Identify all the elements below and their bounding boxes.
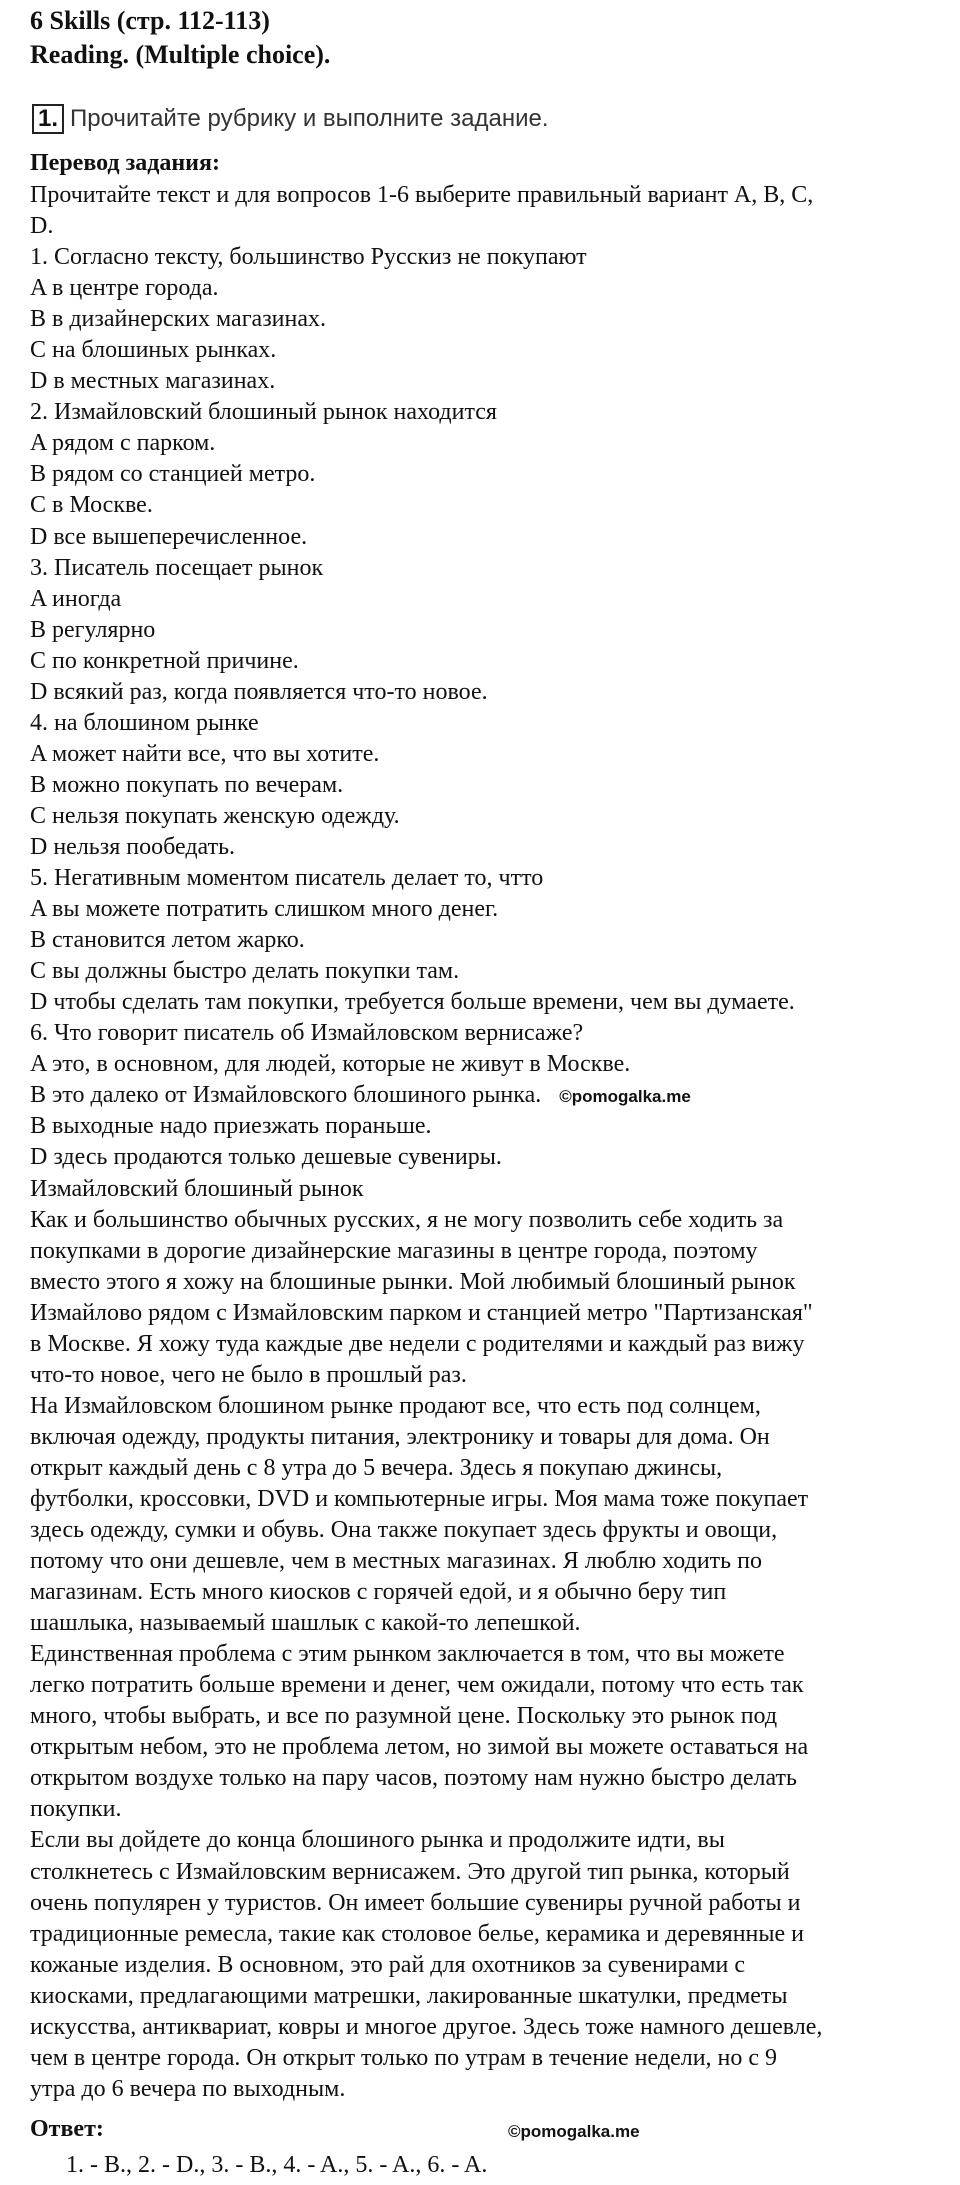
text-line <box>30 1608 940 1639</box>
text-line <box>30 459 940 490</box>
text-line-content: искусства, антиквариат, ковры и многое другое. Здесь тоже намного дешевле, <box>30 2013 823 2040</box>
text-line-content: вместо этого я хожу на блошиные рынки. Мой любимый блошиный рынок <box>30 1268 796 1295</box>
text-line-content: A иногда <box>30 585 122 612</box>
text-line <box>30 366 940 397</box>
text-line-content: утра до 6 вечера по выходным. <box>30 2075 346 2102</box>
text-line <box>30 1142 940 1173</box>
text-line-content: открыт каждый день с 8 утра до 5 вечера. Здесь я покупаю джинсы, <box>30 1454 723 1481</box>
text-line-content: очень популярен у туристов. Он имеет большие сувениры ручной работы и <box>30 1889 801 1916</box>
text-line-content: D. <box>30 213 54 240</box>
task-text: Прочитайте рубрику и выполните задание. <box>70 105 549 132</box>
text-line <box>30 1888 940 1919</box>
text-line <box>30 832 940 863</box>
text-line <box>30 1205 940 1236</box>
text-line <box>30 1484 940 1515</box>
text-line-content: B выходные надо приезжать пораньше. <box>30 1113 432 1140</box>
text-line <box>30 1794 940 1825</box>
text-line <box>30 1422 940 1453</box>
text-line <box>30 1981 940 2012</box>
task-instruction <box>32 104 549 134</box>
answer-list: 1. - B., 2. - D., 3. - B., 4. - A., 5. - A., 6. - A. <box>66 2152 488 2178</box>
task-number-box: 1. <box>32 104 64 134</box>
text-line <box>30 304 940 335</box>
text-line <box>30 1080 940 1111</box>
text-line <box>30 739 940 770</box>
text-line-content: магазинам. Есть много киосков с горячей едой, и я обычно беру тип <box>30 1579 727 1606</box>
text-line-content: 2. Измайловский блошиный рынок находится <box>30 399 497 426</box>
text-line <box>30 1919 940 1950</box>
text-line-content: B регулярно <box>30 616 156 643</box>
text-line-content: C вы должны быстро делать покупки там. <box>30 958 460 985</box>
text-line-content: здесь одежду, сумки и обувь. Она также покупает здесь фрукты и овощи, <box>30 1517 778 1544</box>
text-line <box>30 956 940 987</box>
page-subtitle: Reading. (Multiple choice). <box>30 40 331 69</box>
text-line-content: потому что они дешевле, чем в местных магазинах. Я люблю ходить по <box>30 1548 762 1575</box>
text-line <box>30 180 940 211</box>
text-line <box>30 1174 940 1205</box>
text-line-content: в Москве. Я хожу туда каждые две недели с родителями и каждый раз вижу <box>30 1330 805 1357</box>
text-line <box>30 1236 940 1267</box>
text-line-content: D в местных магазинах. <box>30 368 276 395</box>
text-line-content: легко потратить больше времени и денег, чем ожидали, потому что есть так <box>30 1672 804 1699</box>
text-line <box>30 584 940 615</box>
text-line-content: A это, в основном, для людей, которые не живут в Москве. <box>30 1051 631 1078</box>
text-line <box>30 242 940 273</box>
text-line-content: 4. на блошином рынке <box>30 709 259 736</box>
text-line-content: Измайлово рядом с Измайловским парком и станцией метро "Партизанская" <box>30 1299 813 1326</box>
text-line <box>30 987 940 1018</box>
text-line <box>30 1577 940 1608</box>
text-line <box>30 708 940 739</box>
text-line-content: A вы можете потратить слишком много денег. <box>30 896 499 923</box>
text-line-content: D чтобы сделать там покупки, требуется больше времени, чем вы думаете. <box>30 989 795 1016</box>
text-line <box>30 863 940 894</box>
text-line <box>30 2012 940 2043</box>
text-line-content: Как и большинство обычных русских, я не могу позволить себе ходить за <box>30 1206 784 1233</box>
text-line-content: D всякий раз, когда появляется что-то новое. <box>30 678 488 705</box>
text-line <box>30 1453 940 1484</box>
text-line-content: 5. Негативным моментом писатель делает то, чтто <box>30 865 544 892</box>
text-line-content: киосками, предлагающими матрешки, лакированные шкатулки, предметы <box>30 1982 788 2009</box>
text-line-content: шашлыка, называемый шашлык с какой-то лепешкой. <box>30 1610 581 1637</box>
text-line <box>30 770 940 801</box>
text-line <box>30 1515 940 1546</box>
text-line-content: B это далеко от Измайловского блошиного рынка. <box>30 1082 542 1109</box>
text-line-content: Прочитайте текст и для вопросов 1-6 выберите правильный вариант A, B, C, <box>30 182 814 208</box>
text-line-content: D все вышеперечисленное. <box>30 523 308 550</box>
watermark-inline: ©pomogalka.me <box>559 1087 691 1107</box>
text-line <box>30 801 940 832</box>
text-line-content: C нельзя покупать женскую одежду. <box>30 802 400 829</box>
text-line <box>30 1111 940 1142</box>
text-line-content: много, чтобы выбрать, и все по разумной цене. Поскольку это рынок под <box>30 1703 778 1730</box>
text-line-content: включая одежду, продукты питания, электронику и товары для дома. Он <box>30 1423 770 1450</box>
text-line <box>30 1329 940 1360</box>
text-line <box>30 1360 940 1391</box>
text-line-content: C по конкретной причине. <box>30 647 299 674</box>
text-line <box>30 1639 940 1670</box>
text-line <box>30 335 940 366</box>
text-line-content: кожаные изделия. В основном, это рай для охотников за сувенирами с <box>30 1951 745 1978</box>
page-title: 6 Skills (стр. 112-113) <box>30 6 270 35</box>
text-line-content: B в дизайнерских магазинах. <box>30 306 327 333</box>
text-line-content: 1. Согласно тексту, большинство Русскиз не покупают <box>30 244 587 271</box>
text-line <box>30 1857 940 1888</box>
text-line-content: покупки. <box>30 1796 122 1823</box>
text-line-content: B рядом со станцией метро. <box>30 461 316 488</box>
text-line <box>30 615 940 646</box>
text-line-content: Измайловский блошиный рынок <box>30 1175 364 1202</box>
text-line <box>30 1732 940 1763</box>
text-line-content: открытым небом, это не проблема летом, но зимой вы можете оставаться на <box>30 1734 809 1761</box>
text-line-content: На Измайловском блошином рынке продают все, что есть под солнцем, <box>30 1392 761 1419</box>
text-line <box>30 677 940 708</box>
text-line <box>30 925 940 956</box>
text-line <box>30 211 940 242</box>
translation-body <box>30 180 940 2105</box>
text-line-content: D здесь продаются только дешевые сувениры. <box>30 1144 502 1171</box>
text-line <box>30 646 940 677</box>
text-line <box>30 1950 940 1981</box>
text-line <box>30 1701 940 1732</box>
text-line-content: C в Москве. <box>30 492 153 519</box>
text-line-content: открытом воздухе только на пару часов, поэтому нам нужно быстро делать <box>30 1765 797 1792</box>
text-line-content: A в центре города. <box>30 275 219 302</box>
text-line <box>30 273 940 304</box>
text-line <box>30 2074 940 2105</box>
text-line-content: футболки, кроссовки, DVD и компьютерные игры. Моя мама тоже покупает <box>30 1485 809 1512</box>
text-line-content: Единственная проблема с этим рынком заключается в том, что вы можете <box>30 1641 785 1668</box>
text-line-content: 6. Что говорит писатель об Измайловском вернисаже? <box>30 1020 584 1047</box>
answer-label: Ответ: <box>30 2116 104 2142</box>
text-line <box>30 1763 940 1794</box>
text-line-content: столкнетесь с Измайловским вернисажем. Это другой тип рынка, который <box>30 1858 790 1885</box>
text-line <box>30 1546 940 1577</box>
watermark-bottom: ©pomogalka.me <box>508 2122 640 2141</box>
text-line-content: что-то новое, чего не было в прошлый раз. <box>30 1361 467 1388</box>
text-line <box>30 490 940 521</box>
text-line-content: традиционные ремесла, такие как столовое белье, керамика и деревянные и <box>30 1920 804 1947</box>
text-line-content: Если вы дойдете до конца блошиного рынка и продолжите идти, вы <box>30 1827 725 1854</box>
text-line-content: A рядом с парком. <box>30 430 216 457</box>
text-line <box>30 2043 940 2074</box>
text-line-content: C на блошиных рынках. <box>30 337 277 364</box>
text-line <box>30 522 940 553</box>
text-line <box>30 1825 940 1856</box>
text-line <box>30 1018 940 1049</box>
text-line <box>30 1049 940 1080</box>
text-line-content: чем в центре города. Он открыт только по утрам в течение недели, но с 9 <box>30 2044 778 2071</box>
text-line <box>30 1391 940 1422</box>
text-line <box>30 553 940 584</box>
text-line <box>30 1267 940 1298</box>
text-line-content: покупками в дорогие дизайнерские магазины в центре города, поэтому <box>30 1237 758 1264</box>
text-line-content: 3. Писатель посещает рынок <box>30 554 324 581</box>
text-line <box>30 397 940 428</box>
text-line-content: A может найти все, что вы хотите. <box>30 740 380 767</box>
translation-heading: Перевод задания: <box>30 150 220 176</box>
text-line <box>30 1298 940 1329</box>
text-line-content: D нельзя пообедать. <box>30 833 236 860</box>
text-line <box>30 894 940 925</box>
text-line-content: B становится летом жарко. <box>30 927 305 954</box>
text-line <box>30 428 940 459</box>
text-line <box>30 1670 940 1701</box>
text-line-content: B можно покупать по вечерам. <box>30 771 344 798</box>
